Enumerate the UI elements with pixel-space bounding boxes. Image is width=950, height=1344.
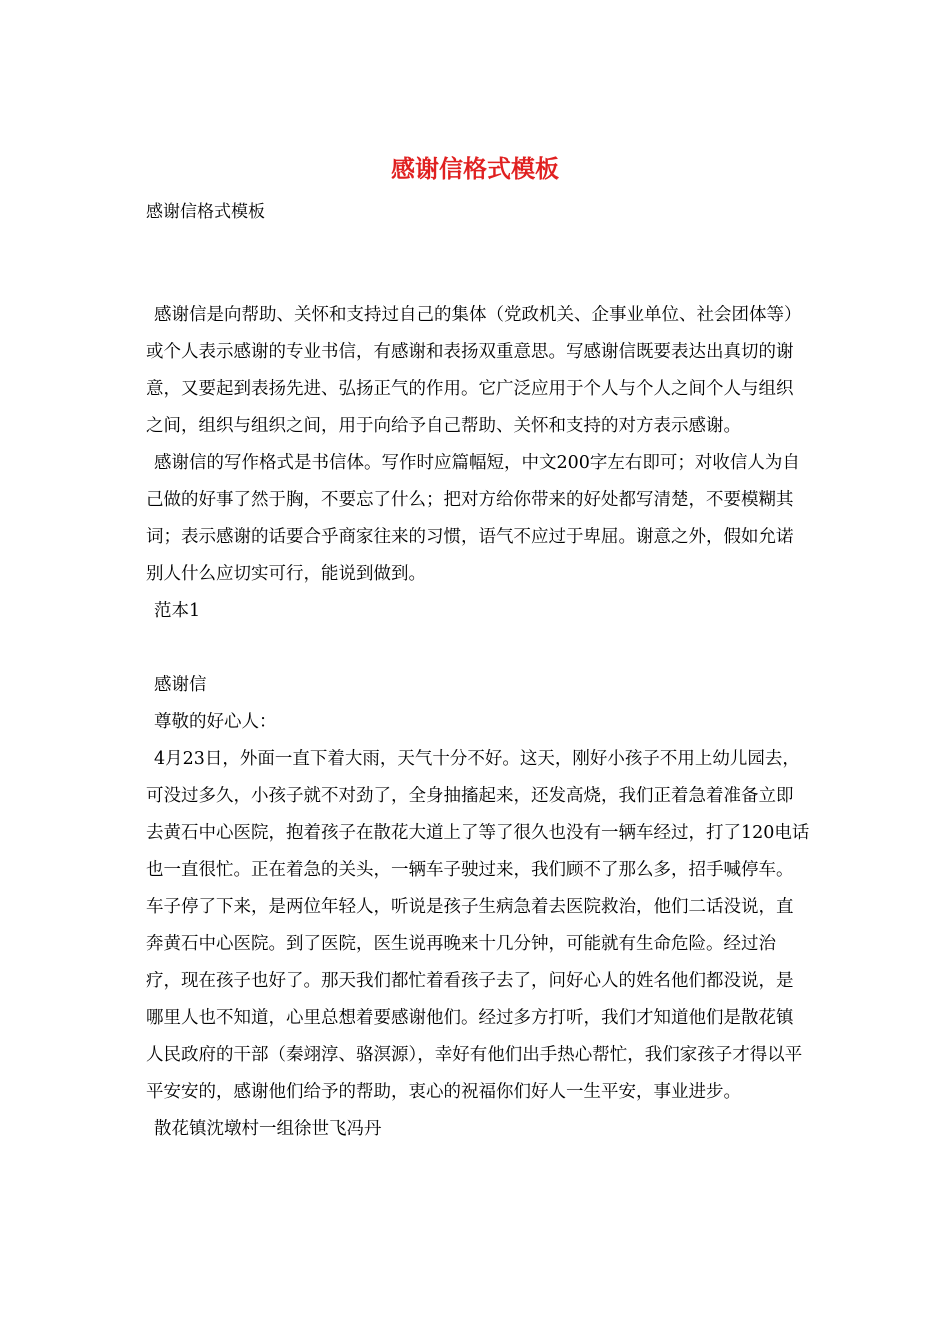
document-body — [146, 297, 810, 1148]
letter-heading: 感谢信 — [154, 675, 207, 695]
letter-body: 4月23日，外面一直下着大雨，天气十分不好。这天，刚好小孩子不用上幼儿园去，可没过多久，小孩子就不对劲了，全身抽搐起来，还发高烧，我们正着急着准备立即去黄石中心医院，抱着孩子在散花大道上了等了很久也没有一辆车经过，打了120电话也一直很忙。正在着急的关头，一辆车子驶过来，我们顾不了那么多，招手喊停车。车子停了下来，是两位年轻人，听说是孩子生病急着去医院救治，他们二话没说，直奔黄石中心医院。到了医院，医生说再晚来十几分钟，可能就有生命危险。经过治疗，现在孩子也好了。那天我们都忙着看孩子去了，问好心人的姓名他们都没说，是哪里人也不知道，心里总想着要感谢他们。经过多方打听，我们才知道他们是散花镇人民政府的干部（秦翊淳、骆溟源），幸好有他们出手热心帮忙，我们家孩子才得以平平安安的，感谢他们给予的帮助，衷心的祝福你们好人一生平安，事业进步。 — [146, 749, 810, 1102]
letter-signature: 散花镇沈墩村一组徐世飞冯丹 — [154, 1119, 382, 1139]
blank-line — [146, 630, 810, 667]
intro-paragraph: 感谢信是向帮助、关怀和支持过自己的集体（党政机关、企事业单位、社会团体等）或个人表示感谢的专业书信，有感谢和表扬双重意思。写感谢信既要表达出真切的谢意，又要起到表扬先进、弘扬正气的作用。它广泛应用于个人与个人之间个人与组织之间，组织与组织之间，用于向给予自己帮助、关怀和支持的对方表示感谢。 — [146, 305, 802, 436]
document-title: 感谢信格式模板 — [391, 154, 559, 183]
intro-paragraph: 感谢信的写作格式是书信体。写作时应篇幅短，中文200字左右即可；对收信人为自己做的好事了然于胸，不要忘了什么；把对方给你带来的好处都写清楚，不要模糊其词；表示感谢的话要合乎商家往来的习惯，语气不应过于卑屈。谢意之外，假如允诺别人什么应切实可行，能说到做到。 — [146, 453, 800, 584]
document-subtitle: 感谢信格式模板 — [146, 202, 265, 222]
letter-salutation: 尊敬的好心人： — [154, 712, 277, 732]
sample-label: 范本1 — [154, 601, 201, 621]
